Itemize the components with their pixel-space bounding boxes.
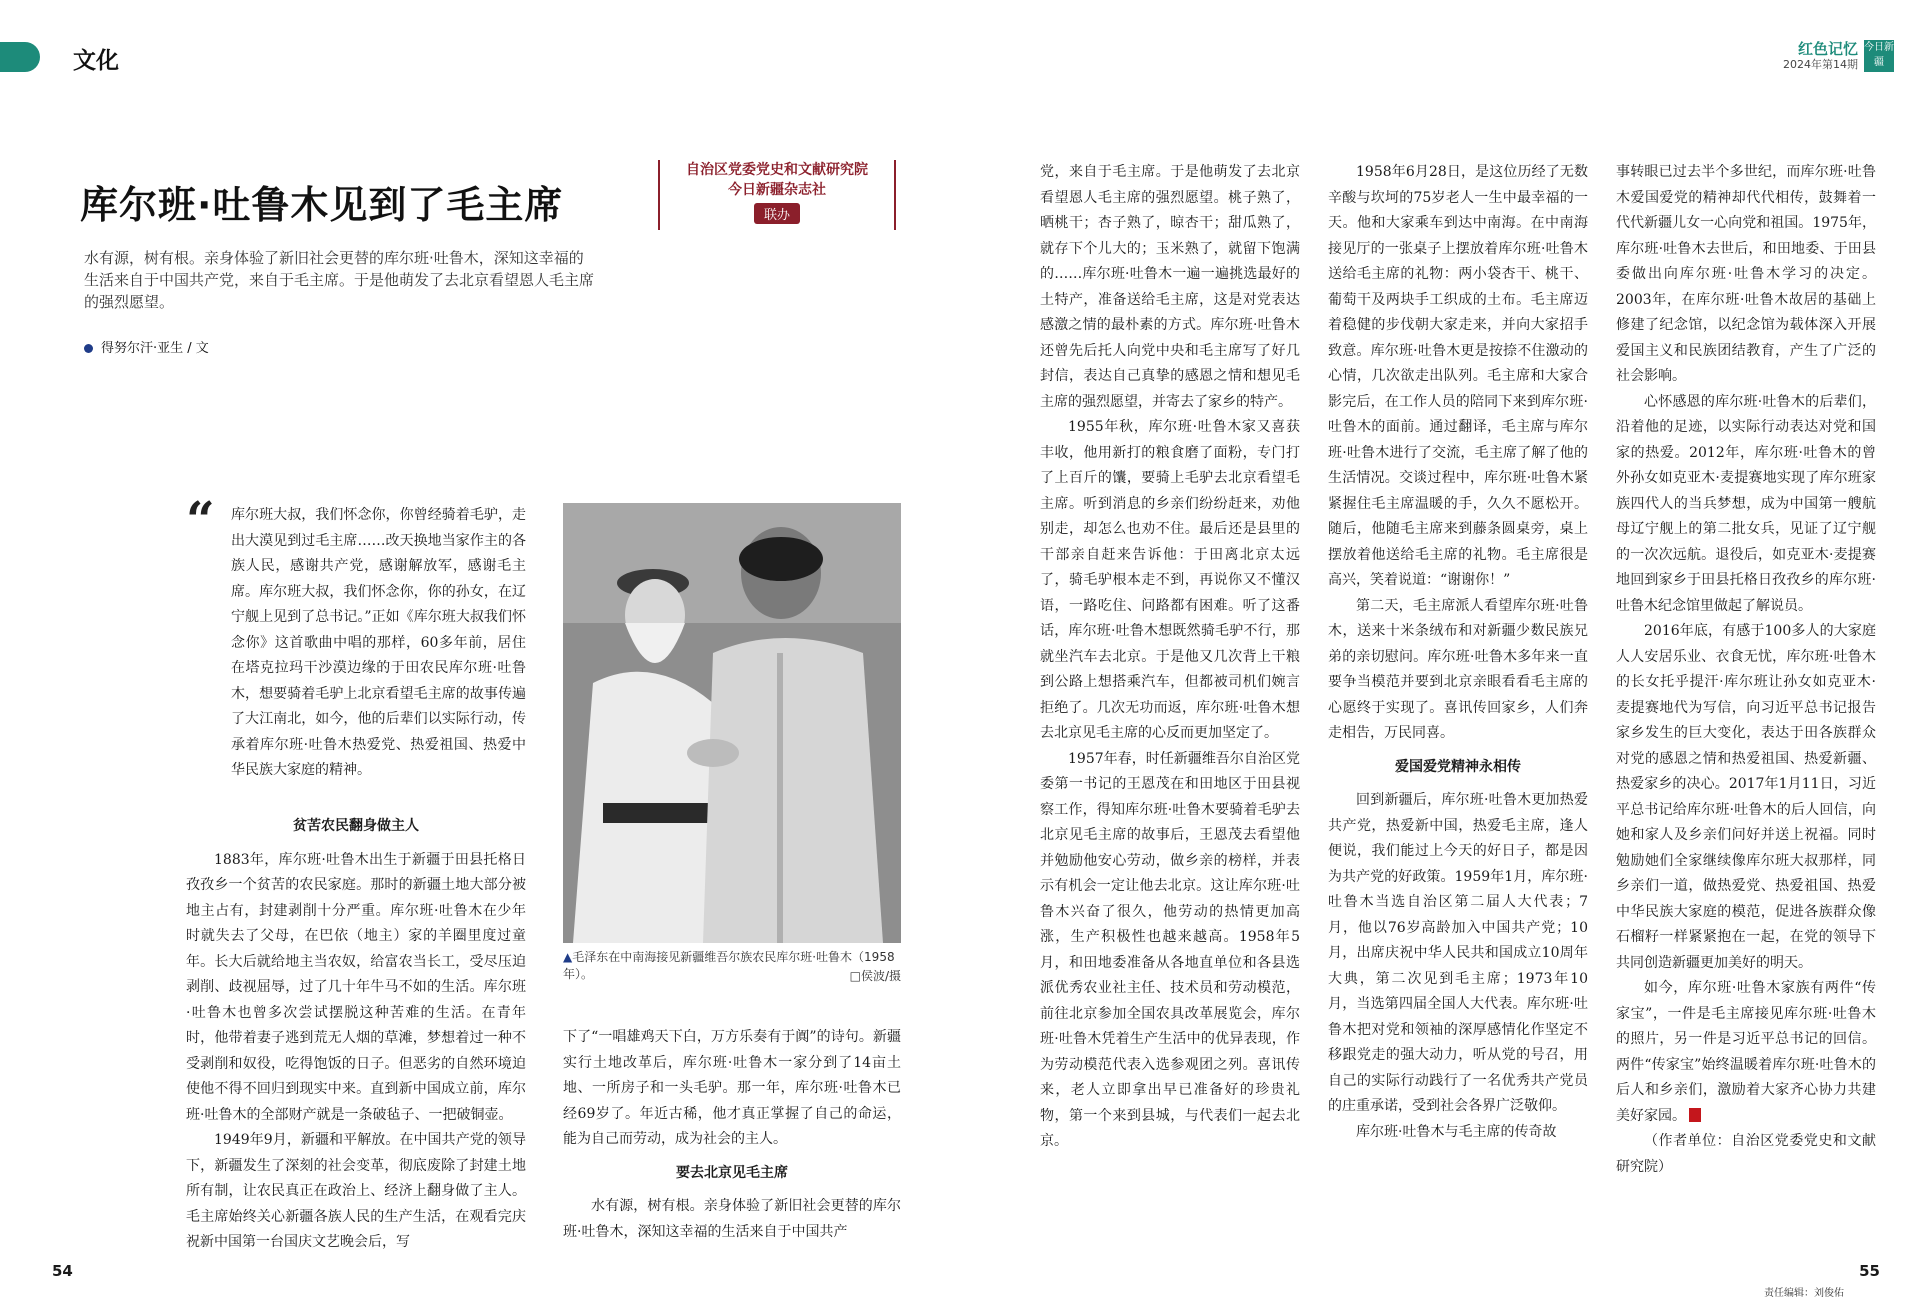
column-1 <box>186 806 526 1256</box>
caption-text: 毛泽东在中南海接见新疆维吾尔族农民库尔班·吐鲁木（1958年）。 <box>563 950 895 981</box>
paragraph: 心怀感恩的库尔班·吐鲁木的后辈们，沿着他的足迹，以实际行动表达对党和国家的热爱。2012年，库尔班·吐鲁木的曾外孙女如克亚木·麦提赛地实现了库尔班家族四代人的当兵梦想，成为中国第一艘航母辽宁舰上的第二批女兵，见证了辽宁舰的一次次远航。退役后，如克亚木·麦提赛地回到家乡于田县托格日孜孜乡的库尔班·吐鲁木纪念馆里做起了解说员。 <box>1616 393 1876 614</box>
sponsor-box <box>658 160 896 230</box>
column-4 <box>1328 160 1588 1145</box>
photo-illustration <box>563 503 901 943</box>
brand-issue: 2024年第14期 <box>1783 58 1858 71</box>
sponsor-line-2: 今日新疆杂志社 <box>728 182 826 198</box>
photo-credit: □侯波/摄 <box>849 969 901 983</box>
column-3 <box>1040 160 1300 1155</box>
paragraph: 库尔班·吐鲁木与毛主席的传奇故 <box>1356 1123 1557 1140</box>
paragraph: 2016年底，有感于100多人的大家庭人人安居乐业、衣食无忧，库尔班·吐鲁木的长女托乎提汗·库尔班让孙女如克亚木·麦提赛地代为写信，向习近平总书记报告家乡发生的巨大变化，表达于田各族群众对党的感恩之情和热爱祖国、热爱新疆、热爱家乡的决心。2017年1月11日，习近平总书记给库尔班·吐鲁木的后人回信，向她和家人及乡亲们问好并送上祝福。同时勉励她们全家继续像库尔班大叔那样，同乡亲们一道，做热爱党、热爱祖国、热爱中华民族大家庭的模范，促进各族群众像石榴籽一样紧紧抱在一起，在党的领导下共同创造新疆更加美好的明天。 <box>1616 623 1876 971</box>
responsible-editor: 责任编辑：刘俊佑 <box>1764 1288 1844 1299</box>
paragraph: 下了“一唱雄鸡天下白，万方乐奏有于阗”的诗句。新疆实行土地改革后，库尔班·吐鲁木一家分到了14亩土地、一所房子和一头毛驴。那一年，库尔班·吐鲁木已经69岁了。年近古稀，他才真正掌握了自己的命运，能为自己而劳动，成为社会的主人。 <box>563 1029 901 1147</box>
section-tab-marker <box>0 42 40 72</box>
subheading: 贫苦农民翻身做主人 <box>293 818 419 834</box>
brand-name: 红色记忆 <box>1797 40 1858 58</box>
paragraph: 1958年6月28日，是这位历经了无数辛酸与坎坷的75岁老人一生中最幸福的一天。他和大家乘车到达中南海。在中南海接见厅的一张桌子上摆放着库尔班·吐鲁木送给毛主席的礼物：两小袋杏干、桃干、葡萄干及两块手工织成的土布。毛主席迈着稳健的步伐朝大家走来，并向大家招手致意。库尔班·吐鲁木更是按捺不住激动的心情，几次欲走出队列。毛主席和大家合影完后，在工作人员的陪同下来到库尔班·吐鲁木的面前。通过翻译，毛主席与库尔班·吐鲁木进行了交流，毛主席了解了他的生活情况。交谈过程中，库尔班·吐鲁木紧紧握住毛主席温暖的手，久久不愿松开。随后，他随毛主席来到藤条圆桌旁，桌上摆放着他送给毛主席的礼物。毛主席很是高兴，笑着说道：“谢谢你！” <box>1328 164 1588 588</box>
author-affiliation: （作者单位：自治区党委党史和文献研究院） <box>1616 1133 1876 1175</box>
paragraph-text: 如今，库尔班·吐鲁木家族有两件“传家宝”，一件是毛主席接见库尔班·吐鲁木的照片，另一件是习近平总书记的回信。两件“传家宝”始终温暖着库尔班·吐鲁木的后人和乡亲们，激励着大家齐心协力共建美好家园。 <box>1616 980 1876 1124</box>
quote-mark-icon: “ <box>186 490 215 549</box>
bullet-dot-icon <box>84 344 93 353</box>
article-author <box>84 337 209 356</box>
end-mark-icon <box>1689 1108 1701 1122</box>
paragraph: 事转眼已过去半个多世纪，而库尔班·吐鲁木爱国爱党的精神却代代相传，鼓舞着一代代新疆儿女一心向党和祖国。1975年，库尔班·吐鲁木去世后，和田地委、于田县委做出向库尔班·吐鲁木学习的决定。2003年，在库尔班·吐鲁木故居的基础上修建了纪念馆，以纪念馆为载体深入开展爱国主义和民族团结教育，产生了广泛的社会影响。 <box>1616 164 1876 384</box>
paragraph: 1957年春，时任新疆维吾尔自治区党委第一书记的王恩茂在和田地区于田县视察工作，得知库尔班·吐鲁木要骑着毛驴去北京见毛主席的故事后，王恩茂去看望他并勉励他安心劳动，做乡亲的榜样，并表示有机会一定让他去北京。这让库尔班·吐鲁木兴奋了很久，他劳动的热情更加高涨，生产积极性也越来越高。1958年5月，和田地委准备从各地直单位和各县选派优秀农业社主任、技术员和劳动模范，前往北京参加全国农具改革展览会，库尔班·吐鲁木凭着生产生活中的优异表现，作为劳动模范代表入选参观团之列。喜讯传来，老人立即拿出早已准备好的珍贵礼物，第一个来到县城，与代表们一起去北京。 <box>1040 750 1300 1149</box>
paragraph: 1955年秋，库尔班·吐鲁木家又喜获丰收，他用新打的粮食磨了面粉，专门打了上百斤的馕，要骑上毛驴去北京看望毛主席。听到消息的乡亲们纷纷赶来，劝他别走，却怎么也劝不住。最后还是县里的干部亲自赶来告诉他：于田离北京太远了，骑毛驴根本走不到，再说你又不懂汉语，一路吃住、问路都有困难。听了这番话，库尔班·吐鲁木想既然骑毛驴不行，那就坐汽车去北京。于是他又几次背上干粮到公路上想搭乘汽车，但都被司机们婉言拒绝了。几次无功而返，库尔班·吐鲁木想去北京见毛主席的心反而更加坚定了。 <box>1040 419 1300 741</box>
sponsor-line-1: 自治区党委党史和文献研究院 <box>686 162 868 178</box>
article-title: 库尔班·吐鲁木见到了毛主席 <box>80 183 564 227</box>
opening-quote: 库尔班大叔，我们怀念你，你曾经骑着毛驴，走出大漠见到过毛主席……改天换地当家作主的各族人民，感谢共产党，感谢解放军，感谢毛主席。库尔班大叔，我们怀念你，你的孙女，在辽宁舰上见到了总书记。”正如《库尔班大叔我们怀念你》这首歌曲中唱的那样，60多年前，居住在塔克拉玛干沙漠边缘的于田农民库尔班·吐鲁木，想要骑着毛驴上北京看望毛主席的故事传遍了大江南北，如今，他的后辈们以实际行动，传承着库尔班·吐鲁木热爱党、热爱祖国、热爱中华民族大家庭的精神。 <box>231 507 526 778</box>
brand-logo: 今日新疆 <box>1864 40 1894 72</box>
author-name: 得努尔汗·亚生 / 文 <box>101 341 209 356</box>
paragraph: 水有源，树有根。亲身体验了新旧社会更替的库尔班·吐鲁木，深知这幸福的生活来自于中国共产 <box>563 1198 901 1240</box>
caption-triangle-icon: ▲ <box>563 950 573 964</box>
section-name: 文化 <box>73 48 119 74</box>
paragraph: 回到新疆后，库尔班·吐鲁木更加热爱共产党，热爱新中国，热爱毛主席，逢人便说，我们能过上今天的好日子，都是因为共产党的好政策。1959年1月，库尔班·吐鲁木当选自治区第二届人大代表；7月，他以76岁高龄加入中国共产党；10月，出席庆祝中华人民共和国成立10周年大典，第二次见到毛主席；1973年10月，当选第四届全国人大代表。库尔班·吐鲁木把对党和领袖的深厚感情化作坚定不移跟党走的强大动力，听从党的号召，用自己的实际行动践行了一名优秀共产党员的庄重承诺，受到社会各界广泛敬仰。 <box>1328 792 1588 1114</box>
paragraph: 第二天，毛主席派人看望库尔班·吐鲁木，送来十米条绒布和对新疆少数民族兄弟的亲切慰问。库尔班·吐鲁木多年来一直要争当模范并要到北京亲眼看看毛主席的心愿终于实现了。喜讯传回家乡，人们奔走相告，万民同喜。 <box>1328 597 1588 741</box>
historical-photo <box>563 503 901 943</box>
subheading: 要去北京见毛主席 <box>676 1164 788 1181</box>
paragraph <box>1616 976 1876 1129</box>
column-2 <box>563 1025 901 1245</box>
paragraph: 1949年9月，新疆和平解放。在中国共产党的领导下，新疆发生了深刻的社会变革，彻底废除了封建土地所有制，让农民真正在政治上、经济上翻身做了主人。毛主席始终关心新疆各族人民的生产生活，在观看完庆祝新中国第一台国庆文艺晚会后，写 <box>186 1132 526 1250</box>
column-5 <box>1616 160 1876 1180</box>
magazine-brand <box>1783 40 1858 72</box>
page-number-left: 54 <box>52 1262 73 1280</box>
page-number-right: 55 <box>1859 1262 1880 1280</box>
article-lead: 水有源，树有根。亲身体验了新旧社会更替的库尔班·吐鲁木，深知这幸福的生活来自于中国共产党，来自于毛主席。于是他萌发了去北京看望恩人毛主席的强烈愿望。 <box>84 249 595 311</box>
paragraph: 党，来自于毛主席。于是他萌发了去北京看望恩人毛主席的强烈愿望。桃子熟了，晒桃干；杏子熟了，晾杏干；甜瓜熟了，就存下个儿大的；玉米熟了，就留下饱满的……库尔班·吐鲁木一遍一遍挑选最好的土特产，准备送给毛主席，这是对党表达感激之情的最朴素的方式。库尔班·吐鲁木还曾先后托人向党中央和毛主席写了好几封信，表达自己真挚的感恩之情和想见毛主席的强烈愿望，并寄去了家乡的特产。 <box>1040 164 1300 410</box>
paragraph: 1883年，库尔班·吐鲁木出生于新疆于田县托格日孜孜乡一个贫苦的农民家庭。那时的新疆土地大部分被地主占有，封建剥削十分严重。库尔班·吐鲁木在少年时就失去了父母，在巴依（地主）家的羊圈里度过童年。长大后就给地主当农奴，给富农当长工，受尽压迫剥削、歧视屈辱，过了几十年牛马不如的生活。库尔班·吐鲁木也曾多次尝试摆脱这种苦难的生活。在青年时，他带着妻子逃到荒无人烟的草滩，梦想着过一种不受剥削和奴役，吃得饱饭的日子。但恶劣的自然环境迫使他不得不回归到现实中来。直到新中国成立前，库尔班·吐鲁木的全部财产就是一条破毡子、一把破铜壶。 <box>186 851 526 1123</box>
subheading: 爱国爱党精神永相传 <box>1395 758 1521 775</box>
sponsor-badge: 联办 <box>754 203 800 224</box>
